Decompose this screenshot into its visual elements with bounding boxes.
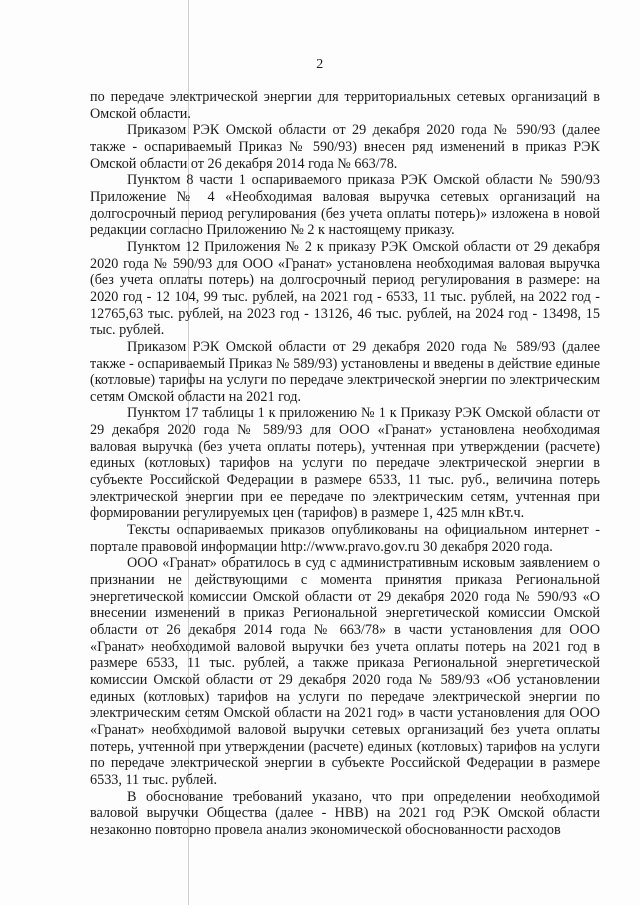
- paragraph-order-590: Приказом РЭК Омской области от 29 декабря 2020 года № 590/93 (далее также - оспариваемый Приказ № 590/93) внесен ряд изменений в приказ РЭК Омской области от 26 декабря 2014 года № 663/78.: [90, 122, 600, 172]
- paragraph-item-8: Пунктом 8 части 1 оспариваемого приказа РЭК Омской области № 590/93 Приложение № 4 «Необходимая валовая выручка сетевых организаций на долгосрочный период регулирования (без учета оплаты потерь)» изложена в новой редакции согласно Приложению № 2 к настоящему приказу.: [90, 172, 600, 239]
- paragraph-continuation: по передаче электрической энергии для территориальных сетевых организаций в Омской области.: [90, 89, 600, 122]
- paragraph-publication: Тексты оспариваемых приказов опубликованы на официальном интернет - портале правовой информации http://www.pravo.gov.ru 30 декабря 2020 года.: [90, 522, 600, 555]
- document-body: [90, 89, 600, 839]
- paragraph-claim: ООО «Гранат» обратилось в суд с административным исковым заявлением о признании не действующими с момента принятия приказа Региональной энергетической комиссии Омской области от 29 декабря 2020 года № 590/93 «О внесении изменений в приказ Региональной энергетической комиссии Омской области от 26 декабря 2014 года № 663/78» в части установления для ООО «Гранат» необходимой валовой выручки без учета оплаты потерь на 2021 год в размере 6533, 11 тыс. рублей, а также приказа Региональной энергетической комиссии Омской области от 29 декабря 2020 года № 589/93 «Об установлении единых (котловых) тарифов на услуги по передаче электрической энергии по электрическим сетям Омской области на 2021 год» в части установления для ООО «Гранат» необходимой валовой выручки сетевых организаций без учета оплаты потерь, учтенной при утверждении (расчете) единых (котловых) тарифов на услуги по передаче электрической энергии в субъекте Российской Федерации в размере 6533, 11 тыс. рублей.: [90, 555, 600, 788]
- page-number: 2: [316, 57, 324, 72]
- paragraph-grounds: В обоснование требований указано, что при определении необходимой валовой выручки Общества (далее - НВВ) на 2021 год РЭК Омской области незаконно повторно провела анализ экономической обоснованности расходов: [90, 788, 600, 838]
- paragraph-order-589: Приказом РЭК Омской области от 29 декабря 2020 года № 589/93 (далее также - оспариваемый Приказ № 589/93) установлены и введены в действие единые (котловые) тарифы на услуги по передаче электрической энергии по электрическим сетям Омской области на 2021 год.: [90, 338, 600, 405]
- paragraph-item-17-table: Пунктом 17 таблицы 1 к приложению № 1 к Приказу РЭК Омской области от 29 декабря 2020 года № 589/93 для ООО «Гранат» установлена необходимая валовая выручка (без учета оплаты потерь), учтенная при утверждении (расчете) единых (котловых) тарифов на услуги по передаче электрической энергии в субъекте Российской Федерации в размере 6533, 11 тыс. руб., величина потерь электрической энергии при ее передаче по электрическим сетям, учтенная при формировании регулируемых цен (тарифов) в размере 1, 425 млн кВт.ч.: [90, 405, 600, 522]
- paragraph-item-12-revenue: Пунктом 12 Приложения № 2 к приказу РЭК Омской области от 29 декабря 2020 года № 590/93 для ООО «Гранат» установлена необходимая валовая выручка (без учета оплаты потерь) на долгосрочный период регулирования в размере: на 2020 год - 12 104, 99 тыс. рублей, на 2021 год - 6533, 11 тыс. рублей, на 2022 год - 12765,63 тыс. рублей, на 2023 год - 13126, 46 тыс. рублей, на 2024 год - 13498, 15 тыс. рублей.: [90, 238, 600, 339]
